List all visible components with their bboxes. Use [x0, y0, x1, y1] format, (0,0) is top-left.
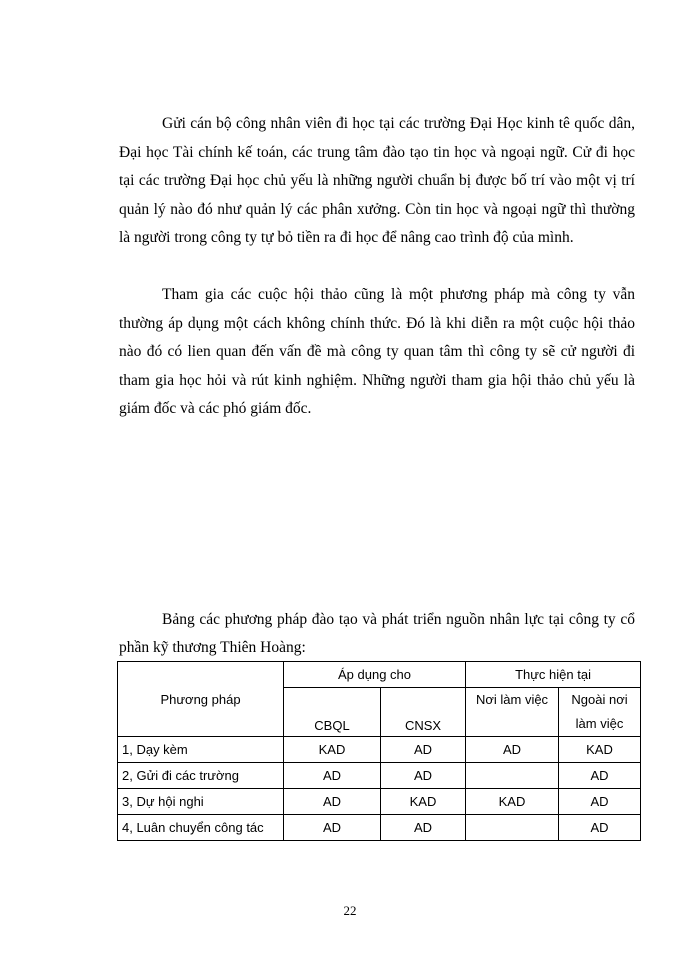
training-methods-table	[117, 661, 641, 841]
header-cbql: CBQL	[284, 688, 381, 737]
table-caption: Bảng các phương pháp đào tạo và phát triển nguồn nhân lực tại công ty cổ phần kỹ thương Thiên Hoàng:	[119, 611, 635, 656]
table-row	[118, 789, 641, 815]
cell-cbql: AD	[284, 789, 381, 815]
cell-method: 4, Luân chuyển công tác	[118, 815, 284, 841]
table-row	[118, 737, 641, 763]
cell-workplace	[466, 763, 559, 789]
header-apply: Áp dụng cho	[284, 662, 466, 688]
paragraph-2: Tham gia các cuộc hội thảo cũng là một phương pháp mà công ty vẫn thường áp dụng một cách không chính thức. Đó là khi diễn ra một cuộc hội thảo nào đó có lien quan đến vấn đề mà công ty quan tâm thì công ty sẽ cử người đi tham gia học hỏi và rút kinh nghiệm. Những người tham gia hội thảo chủ yếu là giám đốc và các phó giám đốc.	[119, 286, 635, 417]
header-method: Phương pháp	[118, 662, 284, 737]
cell-cbql: AD	[284, 815, 381, 841]
cell-cnsx: AD	[381, 815, 466, 841]
cell-cbql: AD	[284, 763, 381, 789]
header-workplace: Nơi làm việc	[466, 688, 559, 737]
header-outside: Ngoài nơi làm việc	[559, 688, 641, 737]
cell-workplace: KAD	[466, 789, 559, 815]
cell-workplace	[466, 815, 559, 841]
cell-outside: AD	[559, 763, 641, 789]
cell-outside: AD	[559, 789, 641, 815]
page-number: 22	[343, 903, 357, 918]
cell-cnsx: KAD	[381, 789, 466, 815]
cell-method: 2, Gửi đi các trường	[118, 763, 284, 789]
cell-cnsx: AD	[381, 737, 466, 763]
header-cnsx: CNSX	[381, 688, 466, 737]
table-row	[118, 763, 641, 789]
cell-outside: AD	[559, 815, 641, 841]
cell-workplace: AD	[466, 737, 559, 763]
cell-cnsx: AD	[381, 763, 466, 789]
table-row	[118, 815, 641, 841]
cell-method: 3, Dự hội nghi	[118, 789, 284, 815]
header-perform: Thực hiện tại	[466, 662, 641, 688]
cell-cbql: KAD	[284, 737, 381, 763]
cell-method: 1, Dạy kèm	[118, 737, 284, 763]
paragraph-1: Gửi cán bộ công nhân viên đi học tại các trường Đại Học kinh tê quốc dân, Đại học Tài chính kế toán, các trung tâm đào tạo tin học và ngoại ngữ. Cử đi học tại các trường Đại học chủ yếu là những người chuẩn bị được bố trí vào một vị trí quản lý nào đó như quản lý các phân xưởng. Còn tin học và ngoại ngữ thì thường là người trong công ty tự bỏ tiền ra đi học để nâng cao trình độ của mình.	[119, 115, 635, 246]
cell-outside: KAD	[559, 737, 641, 763]
